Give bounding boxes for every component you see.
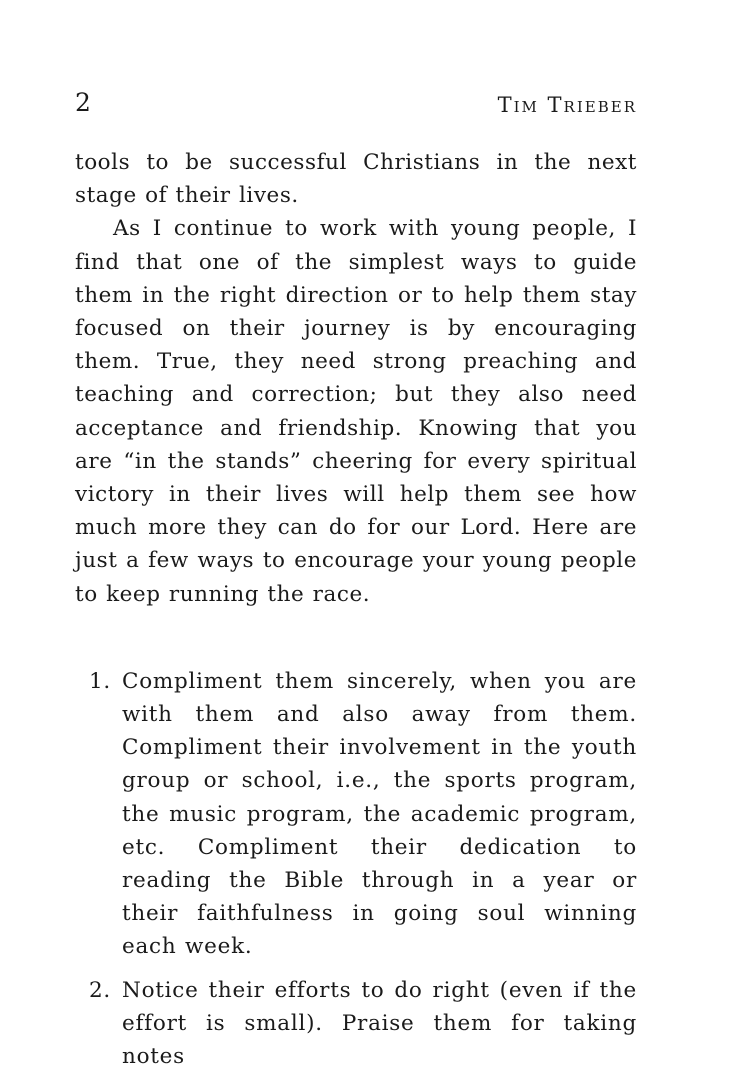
list-item-number: 2. bbox=[89, 977, 112, 1003]
list-item bbox=[75, 665, 637, 964]
numbered-list bbox=[75, 665, 637, 1073]
paragraph-continuation: tools to be successful Christians in the next stage of their lives. bbox=[75, 150, 637, 209]
running-header-author: Tim Trieber bbox=[497, 93, 637, 117]
list-item-text: Compliment them sincerely, when you are with them and also away from them. Compliment their involvement in the youth group or school, i.e., the sports program, the music program, the academic program, etc. Compliment their dedication to reading the Bible through in a year or their faithfulness in going soul winning each week. bbox=[122, 668, 637, 960]
list-item-text: Notice their efforts to do right (even if the effort is small). Praise them for taking notes bbox=[122, 977, 637, 1070]
list-item-number: 1. bbox=[89, 668, 112, 694]
list-item bbox=[75, 974, 637, 1074]
paragraph-intro: As I continue to work with young people, I find that one of the simplest ways to guide them in the right direction or to help them stay focused on their journey is by encouraging them. True, they need strong preaching and teaching and correction; but they also need acceptance and friendship. Knowing that you are “in the stands” cheering for every spiritual victory in their lives will help them see how much more they can do for our Lord. Here are just a few ways to encourage your young people to keep running the race. bbox=[75, 216, 637, 607]
page-body bbox=[75, 146, 637, 1083]
page-number: 2 bbox=[75, 88, 92, 117]
